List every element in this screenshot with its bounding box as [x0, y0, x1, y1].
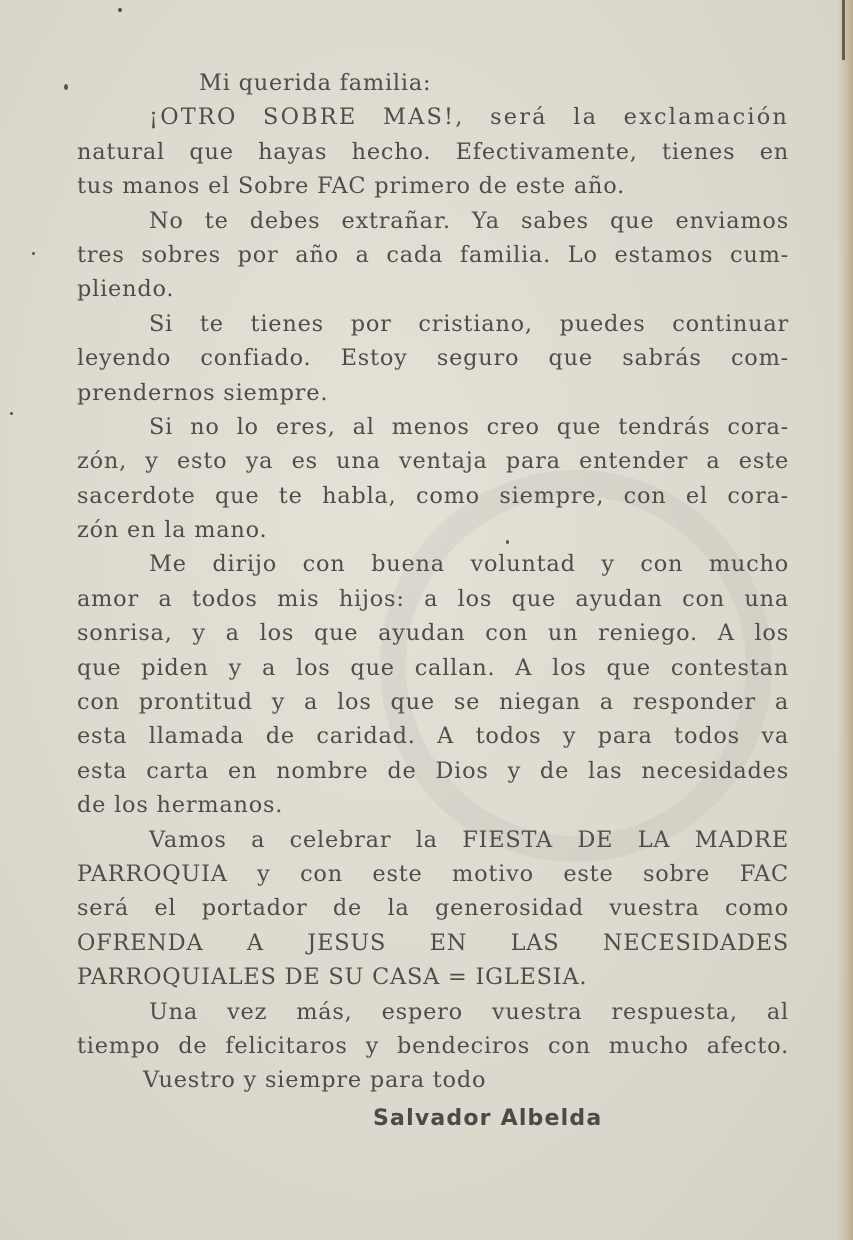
letter-line: sonrisa, y a los que ayudan con un reniego. A los [77, 620, 789, 647]
letter-line: Si no lo eres, al menos creo que tendrás cora- [149, 413, 789, 440]
letter-line: de los hermanos. [77, 792, 284, 819]
letter-line: esta carta en nombre de Dios y de las necesidades [77, 757, 789, 784]
letter-line: tiempo de felicitaros y bendeciros con mucho afecto. [77, 1032, 789, 1059]
letter-line: será el portador de la generosidad vuestra como [77, 895, 789, 922]
ink-speck [32, 252, 35, 255]
letter-line: natural que hayas hecho. Efectivamente, tienes en [77, 138, 789, 165]
letter-line: esta llamada de caridad. A todos y para todos va [77, 723, 789, 750]
letter-line: que piden y a los que callan. A los que contestan [77, 654, 789, 681]
letter-line: con prontitud y a los que se niegan a responder a [77, 689, 789, 716]
letter-body [77, 66, 789, 1136]
letter-line: sacerdote que te habla, como siempre, con el cora- [77, 482, 789, 509]
letter-line: amor a todos mis hijos: a los que ayudan con una [77, 585, 789, 612]
letter-line: zón en la mano. [77, 517, 268, 544]
signature: Salvador Albelda [373, 1105, 603, 1131]
ink-speck [118, 8, 122, 12]
letter-line: PARROQUIALES DE SU CASA = IGLESIA. [77, 964, 588, 991]
letter-line: PARROQUIA y con este motivo este sobre FAC [77, 860, 789, 887]
greeting: Mi querida familia: [199, 70, 432, 96]
ink-speck [64, 84, 68, 90]
letter-line: No te debes extrañar. Ya sabes que enviamos [149, 207, 789, 234]
letter-line: leyendo confiado. Estoy seguro que sabrás com- [77, 345, 789, 372]
letter-line: ¡OTRO SOBRE MAS!, será la exclamación [149, 104, 789, 131]
letter-line: pliendo. [77, 276, 175, 303]
letter-line: Vamos a celebrar la FIESTA DE LA MADRE [149, 826, 789, 853]
closing-line: Vuestro y siempre para todo [143, 1067, 487, 1094]
ink-speck [10, 412, 13, 415]
paper-edge [837, 0, 853, 1240]
letter-line: prendernos siempre. [77, 379, 329, 406]
letter-line: tus manos el Sobre FAC primero de este año. [77, 173, 626, 200]
letter-line: Una vez más, espero vuestra respuesta, al [149, 998, 789, 1025]
letter-line: tres sobres por año a cada familia. Lo estamos cum- [77, 241, 789, 268]
letter-line: Si te tienes por cristiano, puedes continuar [149, 310, 789, 337]
letter-line: Me dirijo con buena voluntad y con mucho [149, 551, 789, 578]
edge-tear [842, 0, 845, 60]
ink-speck [506, 540, 509, 544]
letter-line: OFRENDA A JESUS EN LAS NECESIDADES [77, 929, 789, 956]
letter-line: zón, y esto ya es una ventaja para entender a este [77, 448, 789, 475]
